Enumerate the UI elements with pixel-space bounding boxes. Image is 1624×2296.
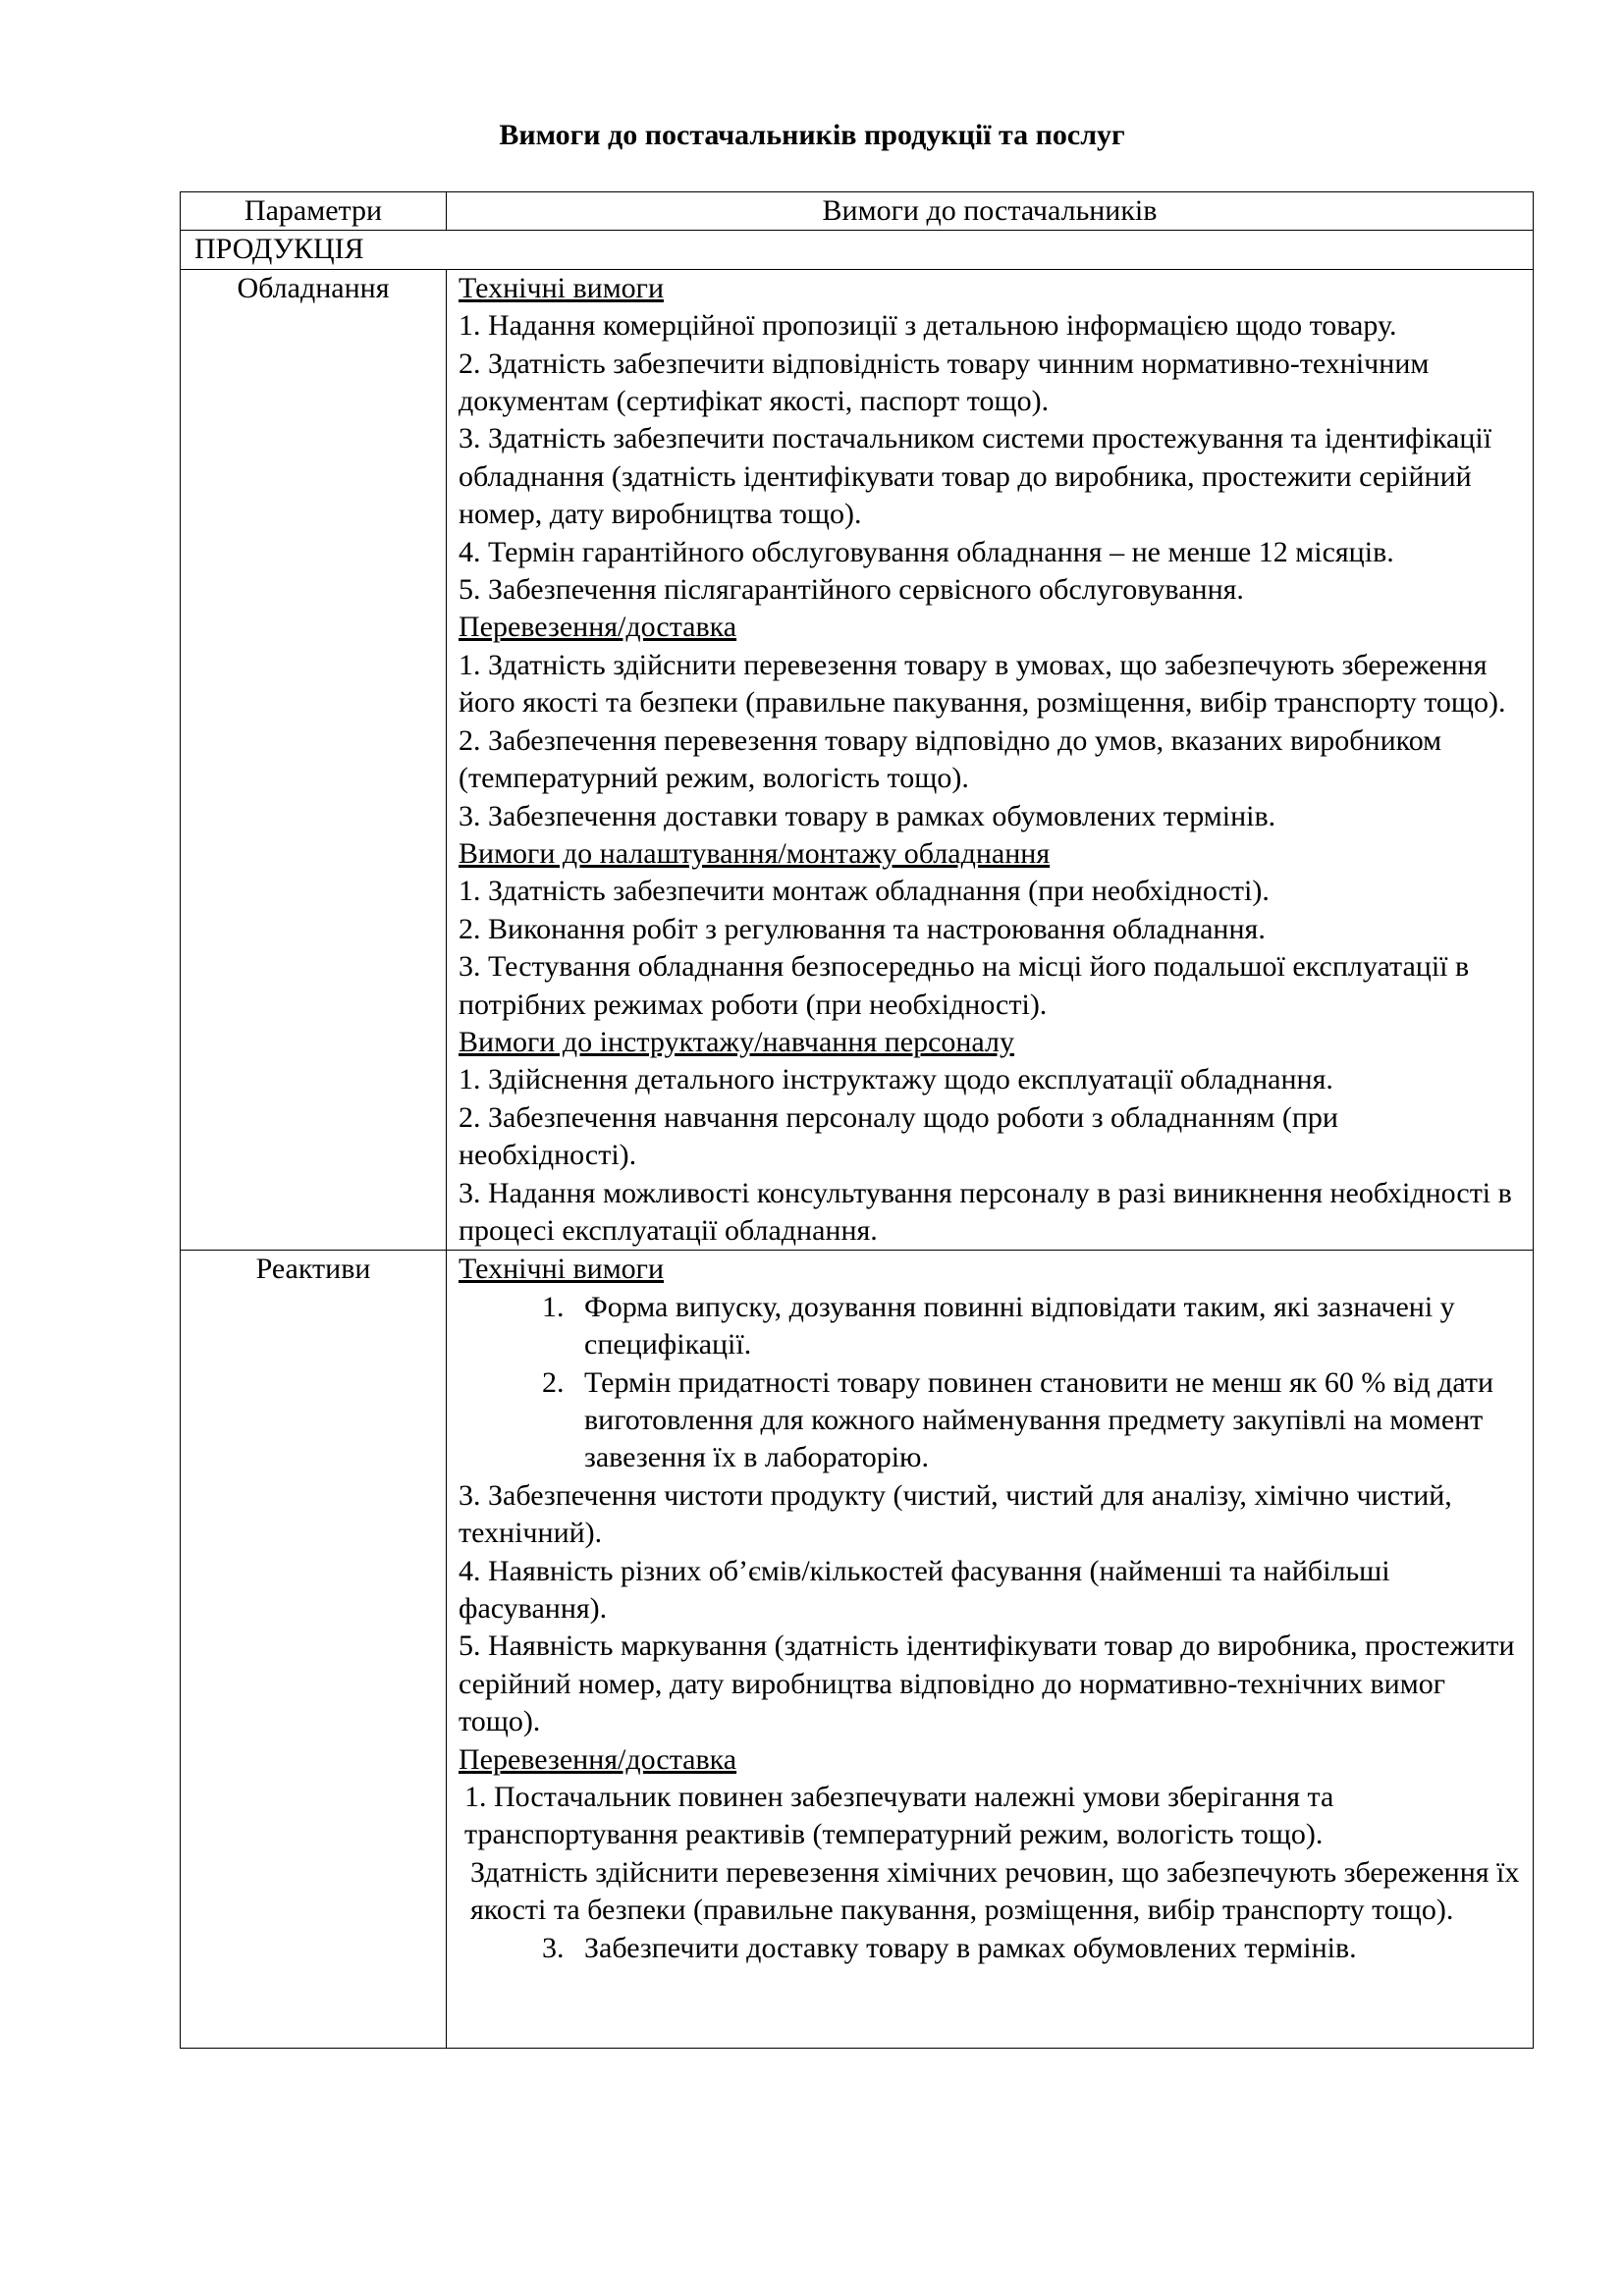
requirement-line: 2. Забезпечення перевезення товару відповідно до умов, вказаних виробником (температурний режим, вологість тощо). xyxy=(459,723,1442,795)
table-row-equipment xyxy=(181,269,1534,1251)
requirement-line: 2. Здатність забезпечити відповідність товару чинним нормативно-технічним документам (сертифікат якості, паспорт тощо). xyxy=(459,347,1430,418)
item-number: 1. xyxy=(542,1290,565,1323)
item-text: Забезпечити доставку товару в рамках обумовлених термінів. xyxy=(584,1931,1357,1964)
requirements-equipment xyxy=(447,269,1534,1251)
requirements-table xyxy=(180,191,1534,2049)
requirement-line: 3. Забезпечення доставки товару в рамках обумовлених термінів. xyxy=(459,799,1276,832)
requirement-line: 1. Постачальник повинен забезпечувати належні умови зберігання та транспортування реактивів (температурний режим, вологість тощо). xyxy=(464,1781,1334,1851)
requirement-line: 4. Наявність різних об’ємів/кількостей фасування (найменші та найбільші фасування). xyxy=(459,1554,1390,1626)
block-heading: Вимоги до налаштування/монтажу обладнання xyxy=(459,836,1051,870)
numbered-item xyxy=(459,1364,1521,1477)
requirement-line: 1. Здійснення детального інструктажу щодо експлуатації обладнання. xyxy=(459,1063,1333,1096)
requirement-line: 5. Забезпечення післягарантійного сервісного обслуговування. xyxy=(459,573,1244,607)
requirement-line: 2. Виконання робіт з регулювання та настроювання обладнання. xyxy=(459,912,1266,945)
requirement-line: 4. Термін гарантійного обслуговування обладнання – не менше 12 місяців. xyxy=(459,535,1394,568)
param-reagents: Реактиви xyxy=(181,1251,447,2049)
block-heading: Технічні вимоги xyxy=(459,271,665,304)
block-heading: Вимоги до інструктажу/навчання персоналу xyxy=(459,1025,1014,1058)
requirement-line: 1. Надання комерційної пропозиції з детальною інформацією щодо товару. xyxy=(459,309,1397,343)
section-products: ПРОДУКЦІЯ xyxy=(181,231,1534,269)
block-heading: Технічні вимоги xyxy=(459,1253,665,1286)
numbered-item xyxy=(459,1289,1521,1364)
document-title: Вимоги до постачальників продукції та послуг xyxy=(499,119,1125,151)
requirement-line: 3. Забезпечення чистоти продукту (чистий, чистий для аналізу, хімічно чистий, технічний). xyxy=(459,1478,1452,1550)
item-number: 2. xyxy=(542,1365,565,1399)
requirement-line: 1. Здатність здійснити перевезення товару в умовах, що забезпечують збереження його якості та безпеки (правильне пакування, розміщення, вибір транспорту тощо). xyxy=(459,648,1506,720)
header-parameters: Параметри xyxy=(181,192,447,231)
param-equipment: Обладнання xyxy=(181,269,447,1251)
requirement-line: 3. Тестування обладнання безпосередньо на місці його подальшої експлуатації в потрібних режимах роботи (при необхідності). xyxy=(459,950,1470,1021)
requirement-line: 2. Забезпечення навчання персоналу щодо роботи з обладнанням (при необхідності). xyxy=(459,1100,1338,1172)
requirement-line: 5. Наявність маркування (здатність ідентифікувати товар до виробника, простежити серійний номер, дату виробництва відповідно до нормативно-технічних вимог тощо). xyxy=(459,1629,1515,1738)
numbered-item xyxy=(459,1930,1521,1967)
block-heading: Перевезення/доставка xyxy=(459,611,737,644)
item-number: 3. xyxy=(542,1931,565,1964)
table-row-reagents xyxy=(181,1251,1534,2049)
requirement-line: 1. Здатність забезпечити монтаж обладнання (при необхідності). xyxy=(459,875,1270,908)
empty-space xyxy=(459,1967,1521,2048)
item-text: Термін придатності товару повинен становити не менш як 60 % від дати виготовлення для кожного найменування предмету закупівлі на момент завезення їх в лабораторію. xyxy=(584,1365,1494,1474)
requirement-line: Здатність здійснити перевезення хімічних речовин, що забезпечують збереження їх якості та безпеки (правильне пакування, розміщення, вибір транспорту тощо). xyxy=(470,1855,1520,1927)
table-header-row xyxy=(181,192,1534,231)
requirements-reagents xyxy=(447,1251,1534,2049)
requirement-line: 3. Надання можливості консультування персоналу в разі виникнення необхідності в процесі експлуатації обладнання. xyxy=(459,1176,1512,1247)
section-row xyxy=(181,231,1534,269)
header-requirements: Вимоги до постачальників xyxy=(447,192,1534,231)
block-heading: Перевезення/доставка xyxy=(459,1742,737,1776)
requirement-line: 3. Здатність забезпечити постачальником системи простежування та ідентифікації обладнання (здатність ідентифікувати товар до виробника, простежити серійний номер, дату виробництва тощо). xyxy=(459,422,1492,531)
item-text: Форма випуску, дозування повинні відповідати таким, які зазначені у специфікації. xyxy=(584,1290,1455,1362)
